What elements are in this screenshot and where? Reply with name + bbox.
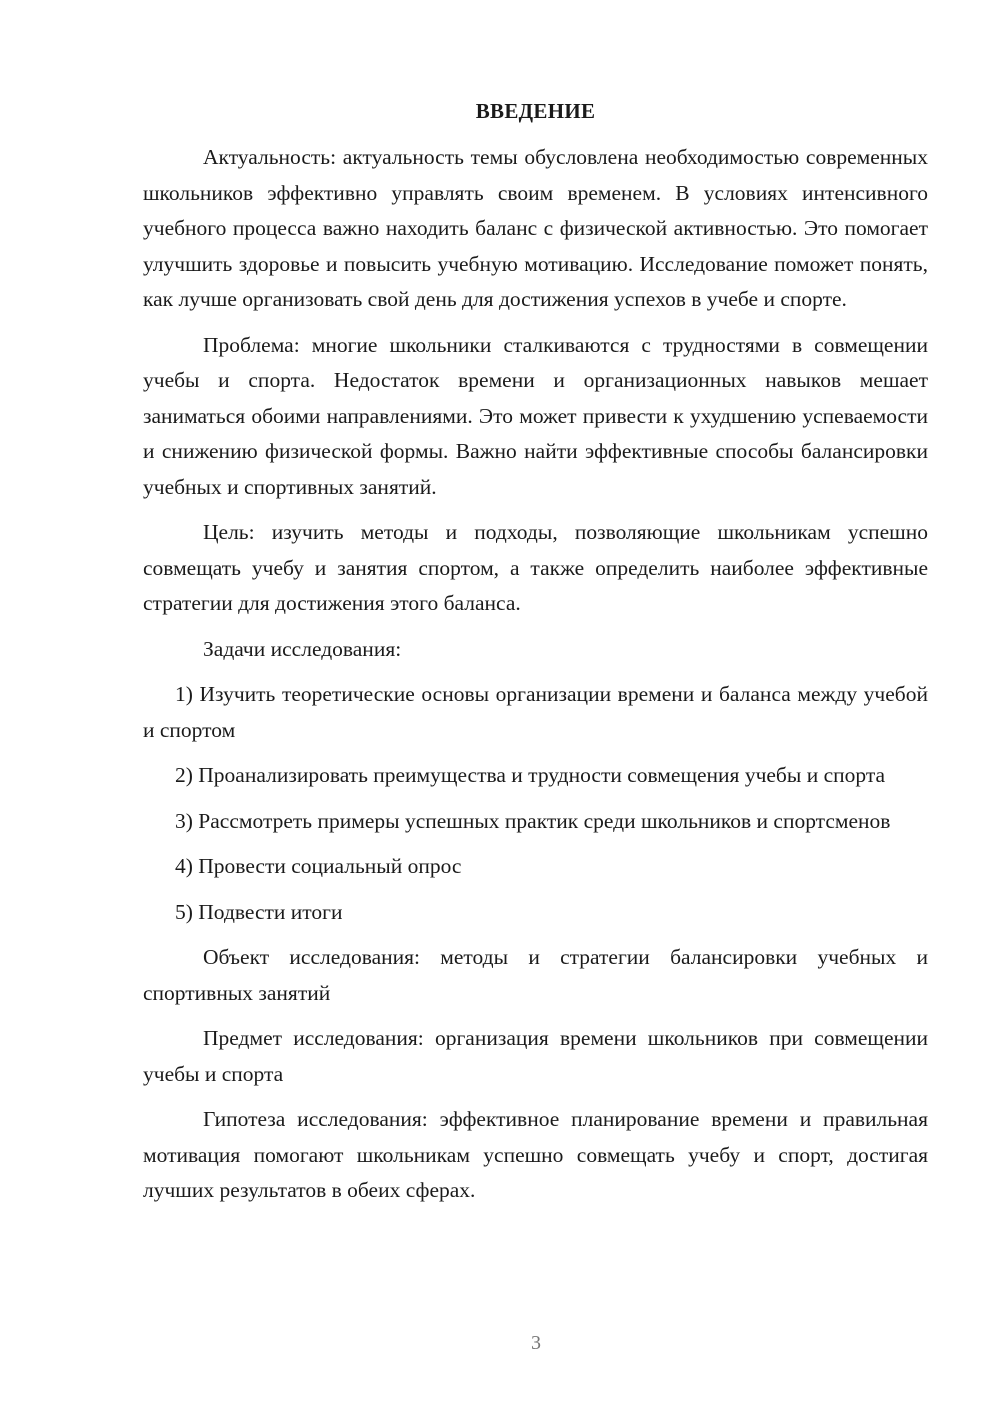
subject-paragraph: Предмет исследования: организация времени школьников при совмещении учебы и спорта bbox=[143, 1026, 928, 1086]
goal-paragraph: Цель: изучить методы и подходы, позволяющие школьникам успешно совмещать учебу и занятия спортом, а также определить наиболее эффективные стратегии для достижения этого баланса. bbox=[143, 520, 928, 615]
task-item: 4) Провести социальный опрос bbox=[175, 854, 462, 878]
document-page bbox=[143, 96, 928, 1219]
hypothesis-paragraph: Гипотеза исследования: эффективное планирование времени и правильная мотивация помогают школьникам успешно совмещать учебу и спорт, достигая лучших результатов в обеих сферах. bbox=[143, 1107, 928, 1202]
task-item: 1) Изучить теоретические основы организации времени и баланса между учебой и спортом bbox=[143, 682, 928, 742]
task-item: 5) Подвести итоги bbox=[175, 899, 343, 924]
task-item: 3) Рассмотреть примеры успешных практик среди школьников и спортсменов bbox=[175, 808, 891, 833]
page-number: 3 bbox=[531, 1332, 541, 1354]
relevance-paragraph: Актуальность: актуальность темы обусловлена необходимостью современных школьников эффективно управлять своим временем. В условиях интенсивного учебного процесса важно находить баланс с физической активностью. Это помогает улучшить здоровье и повысить учебную мотивацию. Исследование поможет понять, как лучше организовать свой день для достижения успехов в учебе и спорте. bbox=[143, 145, 928, 311]
object-paragraph: Объект исследования: методы и стратегии балансировки учебных и спортивных занятий bbox=[143, 945, 928, 1005]
tasks-heading: Задачи исследования: bbox=[203, 636, 402, 661]
problem-paragraph: Проблема: многие школьники сталкиваются с трудностями в совмещении учебы и спорта. Недостаток времени и организационных навыков мешает заниматься обоими направлениями. Это может привести к ухудшению успеваемости и снижению физической формы. Важно найти эффективные способы балансировки учебных и спортивных занятий. bbox=[143, 332, 928, 499]
document-title: ВВЕДЕНИЕ bbox=[475, 99, 596, 123]
task-item: 2) Проанализировать преимущества и трудности совмещения учебы и спорта bbox=[175, 763, 886, 787]
tasks-list bbox=[143, 677, 928, 930]
